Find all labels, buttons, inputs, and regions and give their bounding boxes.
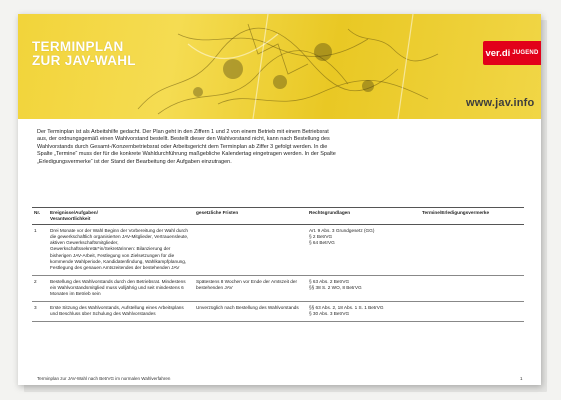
header-banner (18, 14, 541, 119)
table-row (32, 225, 524, 276)
verdi-jugend-logo (483, 41, 541, 65)
logo-wordmark: ver.di (485, 47, 511, 59)
document-title-line2: ZUR JAV-WAHL (32, 53, 136, 68)
website-link[interactable]: www.jav.info (466, 97, 535, 109)
row-deadline: Unverzüglich nach Bestellung des Wahlvorstands (194, 302, 307, 322)
page-number: 1 (520, 376, 523, 381)
row-number: 2 (32, 275, 48, 301)
table-row (32, 302, 524, 322)
table-row (32, 275, 524, 301)
intro-text (37, 129, 340, 166)
row-number: 1 (32, 225, 48, 276)
header-deadlines: gesetzliche Fristen (194, 208, 307, 225)
document-title-line1: TERMINPLAN (32, 39, 124, 54)
row-legal-basis: §§ 63 Abs. 2, 18 Abs. 1 S. 1 BetrVG § 30 Abs. 3 BetrVG (307, 302, 420, 322)
header-no: Nr. (32, 208, 48, 225)
table-header-row (32, 208, 524, 225)
header-events: Ereignisse/Aufgaben/ Verantwortlichkeit (48, 208, 194, 225)
row-legal-basis: Art. 9 Abs. 3 Grundgesetz (GG) § 2 BetrVG § 64 BetrVG (307, 225, 420, 276)
header-legal-basis: Rechtsgrundlagen (307, 208, 420, 225)
intro-paragraph: Der Terminplan ist als Arbeitshilfe gedacht. Der Plan geht in den Ziffern 1 und 2 von einem Betrieb mit einem Betriebsrat aus, der ordnungsgemäß einen Wahlvorstand bestellt. Bestellt dieser den Wahlvorstand nicht, kann nach Bestellung des Wahlvorstands durch Gesamt-/Konzernbetriebsrat oder Arbeitsgericht dem Terminplan ab Ziffer 3 gefolgt werden. In die Spalte „Termine“ muss der für die konkrete Wahldurchführung maßgebliche Kalendertag eingetragen werden. In der Spalte „Erledigungsvermerke“ ist der Stand der Bearbeitung der Aufgaben einzutragen. (37, 129, 336, 165)
title-block (32, 40, 137, 68)
header-dates: Termine/Erledigungsvermerke (420, 208, 524, 225)
row-date (420, 225, 524, 276)
row-number: 3 (32, 302, 48, 322)
row-legal-basis: § 63 Abs. 2 BetrVG §§ 38 S. 2 WO, 8 BetrVG (307, 275, 420, 301)
row-date (420, 302, 524, 322)
row-event: Drei Monate vor der Wahl Beginn der Vorbereitung der Wahl durch die gewerkschaftlich organisierten JAV-Mitglieder, Vertrauensleute, aktiven Gewerkschaftsmitglieder, Gewerkschaftssekretär*in/Sekretärinnen: Bilanzierung der bisherigen JAV-Arbeit, Festlegung von Zielsetzungen für die kommende Wahlperiode, Kandidatenfindung, Wahlkampfplanung, Festlegung des genauen Amtszeitendes der bestehenden JAV (48, 225, 194, 276)
row-deadline (194, 225, 307, 276)
schedule-table (32, 207, 524, 322)
row-event: Bestellung des Wahlvorstands durch den Betriebsrat. Mindestens ein Wahlvorstandsmitglied muss volljährig und seit mindestens 6 Monaten im Betrieb sein (48, 275, 194, 301)
footer-caption: Terminplan zur JAV-Wahl nach BetrVG im normalen Wahlverfahren (37, 376, 171, 381)
logo-subtext: JUGEND (512, 50, 539, 56)
row-event: Erste Sitzung des Wahlvorstands, Aufstellung eines Arbeitsplans und Beschluss über Schulung des Wahlvorstandes (48, 302, 194, 322)
document-page (18, 14, 541, 385)
row-deadline: Spätestens 8 Wochen vor Ende der Amtszeit der bestehenden JAV (194, 275, 307, 301)
row-date (420, 275, 524, 301)
